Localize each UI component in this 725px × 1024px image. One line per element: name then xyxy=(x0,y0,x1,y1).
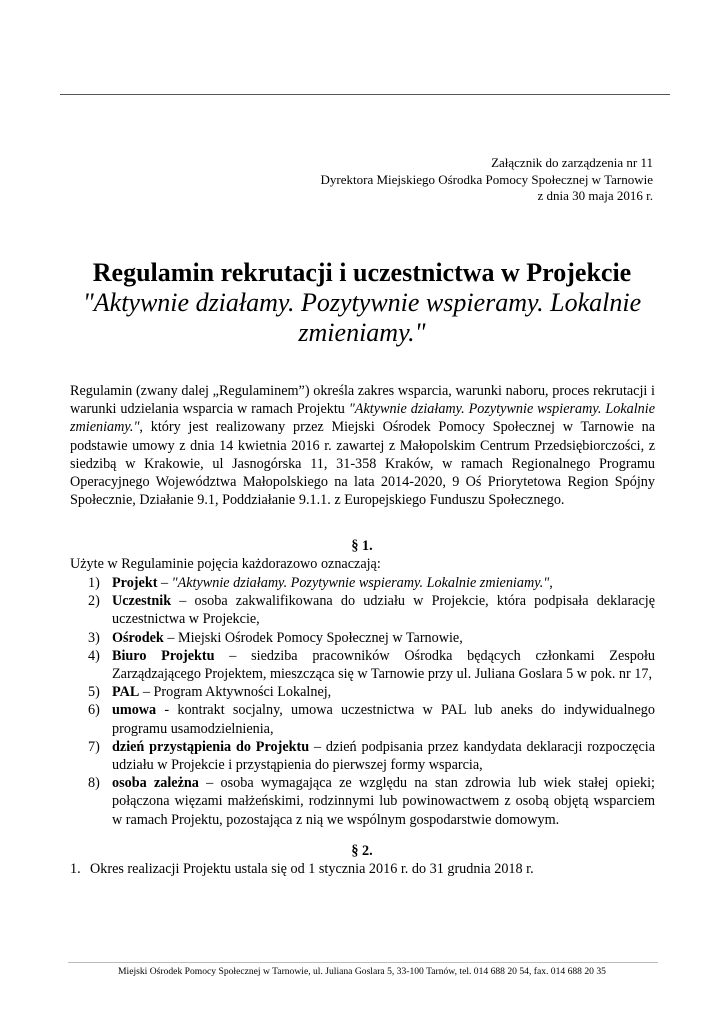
footer-address: Miejski Ośrodek Pomocy Społecznej w Tarnowie, ul. Juliana Goslara 5, 33-100 Tarnów, tel. 014 688 20 54, fax. 014 688 20 35 xyxy=(118,966,606,977)
section-2-heading: § 2. xyxy=(351,843,373,859)
definition-text: – xyxy=(157,575,172,591)
item-number: 6) xyxy=(88,702,100,719)
annex-note xyxy=(321,155,653,205)
footer-divider xyxy=(68,962,658,963)
definition-text: – osoba zakwalifikowana do udziału w Projekcie, która podpisała deklarację uczestnictwa w Projekcie, xyxy=(112,593,655,628)
title-project-line-2: zmieniamy." xyxy=(298,318,426,347)
definitions-list xyxy=(70,574,655,829)
document-title xyxy=(62,258,662,348)
title-main: Regulamin rekrutacji i uczestnictwa w Projekcie xyxy=(92,258,632,287)
definition-item xyxy=(70,774,655,829)
annex-line-1: Załącznik do zarządzenia nr 11 xyxy=(491,155,653,170)
definition-term: osoba zależna xyxy=(112,775,199,792)
item-number: 1. xyxy=(70,861,81,877)
intro-part-1: Regulamin (zwany dalej „Regulaminem”) określa zakres wsparcia, warunki naboru, proces rekrutacji i warunki udzielania wsparcia w ramach Projektu xyxy=(70,383,655,418)
definition-italic: "Aktywnie działamy. Pozytywnie wspieramy. Lokalnie zmieniamy." xyxy=(171,575,550,591)
definition-item xyxy=(70,592,655,628)
definition-text: – dzień podpisania przez kandydata deklaracji rozpoczęcia udziału w Projekcie i przystąpienia do pierwszej formy wsparcia, xyxy=(112,738,655,774)
definition-term: dzień przystąpienia do Projektu xyxy=(112,738,310,755)
header-divider xyxy=(60,94,670,95)
definition-text: – siedziba pracowników Ośrodka będących członkami Zespołu Zarządzającego Projektem, mieszcząca się w Tarnowie przy ul. Juliana Goslara 5 w pok. nr 17, xyxy=(112,647,655,683)
item-number: 4) xyxy=(88,647,100,664)
definition-text: – osoba wymagająca ze względu na stan zdrowia lub wiek stałej opieki; połączona więzami małżeńskimi, rodzinnymi lub powinowactwem z osobą objętą wsparciem w ramach Projektu, pozostająca z nią we wspólnym gospodarstwie domowym. xyxy=(112,775,655,828)
intro-project-name: "Aktywnie działamy. Pozytywnie wspieramy. Lokalnie zmieniamy." xyxy=(70,401,655,436)
title-project-line-1: "Aktywnie działamy. Pozytywnie wspieramy. Lokalnie xyxy=(82,288,642,317)
annex-line-2: Dyrektora Miejskiego Ośrodka Pomocy Społecznej w Tarnowie xyxy=(320,171,653,187)
definition-term: umowa xyxy=(112,702,157,719)
definition-item xyxy=(70,701,655,737)
annex-line-3: z dnia 30 maja 2016 r. xyxy=(537,188,653,203)
definition-term: Projekt xyxy=(112,575,158,591)
item-number: 3) xyxy=(88,629,100,646)
intro-part-2: , który jest realizowany przez Miejski Ośrodek Pomocy Społecznej w Tarnowie na podstawie umowy z dnia 14 kwietnia 2016 r. zawartej z Małopolskim Centrum Przedsiębiorczości, z siedzibą w Krakowie, ul Jasnogórska 11, 31-358 Kraków, w ramach Regionalnego Programu Operacyjnego Województwa Małopolskiego na lata 2014-2020, 9 Oś Priorytetowa Region Spójny Społecznie, Działanie 9.1, Poddziałanie 9.1.1. z Europejskiego Funduszu Społecznego. xyxy=(70,419,655,509)
item-number: 7) xyxy=(88,738,100,755)
definition-text: – Program Aktywności Lokalnej, xyxy=(139,684,332,701)
item-number: 1) xyxy=(88,575,100,591)
item-number: 2) xyxy=(88,593,100,610)
section-1-heading: § 1. xyxy=(351,538,373,554)
rule-text: Okres realizacji Projektu ustala się od 1 stycznia 2016 r. do 31 grudnia 2018 r. xyxy=(90,861,534,877)
section-2-list xyxy=(70,860,655,878)
definition-item xyxy=(70,738,655,774)
definition-item xyxy=(70,629,655,647)
definition-tail: , xyxy=(549,575,553,591)
section-1-lead: Użyte w Regulaminie pojęcia każdorazowo oznaczają: xyxy=(70,556,381,572)
definition-item xyxy=(70,683,655,701)
definition-item xyxy=(70,574,655,592)
definition-term: PAL xyxy=(112,684,140,701)
definition-term: Ośrodek xyxy=(112,629,164,646)
intro-paragraph xyxy=(70,382,655,509)
item-number: 8) xyxy=(88,775,100,792)
item-number: 5) xyxy=(88,684,100,701)
definition-item xyxy=(70,647,655,683)
definition-text: - kontrakt socjalny, umowa uczestnictwa w PAL lub aneks do indywidualnego programu usamodzielnienia, xyxy=(112,702,655,737)
definition-text: – Miejski Ośrodek Pomocy Społecznej w Tarnowie, xyxy=(163,629,463,646)
rule-item xyxy=(70,860,655,878)
definition-term: Biuro Projektu xyxy=(112,647,215,664)
definition-term: Uczestnik xyxy=(112,593,172,610)
